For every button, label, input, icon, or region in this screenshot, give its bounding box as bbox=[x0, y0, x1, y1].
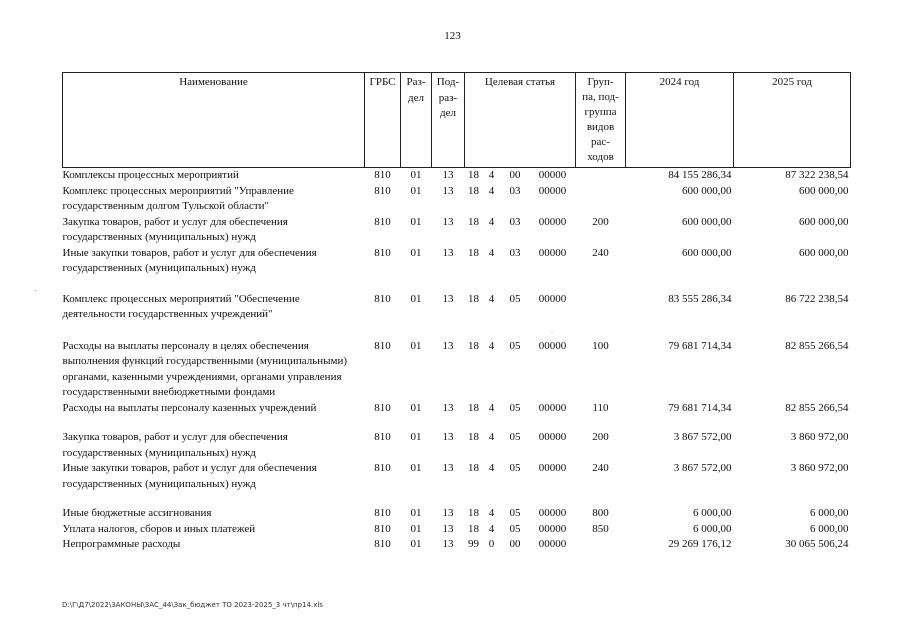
cell-rz: 01 bbox=[410, 507, 422, 519]
table-row bbox=[63, 506, 851, 522]
table-row bbox=[63, 292, 851, 339]
cell-cs2: 4 bbox=[488, 401, 495, 414]
cell-cs4: 00000 bbox=[538, 462, 567, 474]
cell-cs4: 00000 bbox=[538, 215, 567, 228]
cell-grbs: 810 bbox=[374, 401, 391, 414]
cell-cs3: 05 bbox=[509, 401, 521, 414]
cell-cs4: 00000 bbox=[538, 246, 567, 259]
cell-name: Закупка товаров, работ и услуг для обеспечения государственных (муниципальных) нужд bbox=[62, 215, 288, 243]
cell-grbs: 810 bbox=[374, 339, 391, 352]
header-2025: 2025 год bbox=[734, 73, 851, 168]
cell-cs3: 03 bbox=[509, 246, 521, 259]
cell-y2025: 30 065 506,24 bbox=[785, 538, 849, 550]
cell-pr: 13 bbox=[442, 538, 454, 550]
cell-cs1: 18 bbox=[468, 215, 479, 228]
cell-cs4: 00000 bbox=[538, 507, 567, 519]
cell-cs1: 18 bbox=[468, 431, 479, 443]
cell-vr: 200 bbox=[592, 215, 609, 228]
cell-grbs: 810 bbox=[374, 462, 391, 474]
cell-y2024: 79 681 714,34 bbox=[668, 339, 732, 352]
cell-cs2: 4 bbox=[488, 462, 495, 474]
cell-cs1: 18 bbox=[468, 339, 479, 352]
cell-cs1: 18 bbox=[468, 507, 479, 519]
cell-vr bbox=[576, 184, 626, 215]
cell-y2024: 3 867 572,00 bbox=[673, 462, 732, 474]
cell-cs4: 00000 bbox=[538, 538, 567, 550]
cell-name: Иные закупки товаров, работ и услуг для обеспечения государственных (муниципальных) нужд bbox=[62, 246, 317, 274]
cell-y2024: 84 155 286,34 bbox=[668, 169, 732, 181]
cell-y2025: 82 855 266,54 bbox=[785, 339, 849, 352]
cell-rz: 01 bbox=[410, 431, 422, 443]
cell-y2025: 87 322 238,54 bbox=[785, 169, 849, 181]
cell-cs1: 99 bbox=[468, 538, 479, 550]
cell-name: Закупка товаров, работ и услуг для обеспечения государственных (муниципальных) нужд bbox=[62, 431, 288, 459]
cell-y2024: 83 555 286,34 bbox=[668, 292, 732, 305]
cell-vr: 800 bbox=[592, 507, 609, 519]
cell-cs2: 0 bbox=[488, 538, 495, 550]
cell-y2024: 6 000,00 bbox=[693, 507, 732, 519]
cell-vr: 240 bbox=[592, 246, 609, 259]
cell-pr: 13 bbox=[442, 462, 454, 474]
cell-cs1: 18 bbox=[468, 184, 479, 197]
cell-grbs: 810 bbox=[374, 507, 391, 519]
cell-rz: 01 bbox=[410, 522, 422, 535]
cell-cs3: 05 bbox=[509, 507, 521, 519]
cell-vr: 850 bbox=[592, 522, 609, 535]
footer-file-path: D:\Г\Д7\2022\ЗАКОНЫ\ЗАС_44\Зак_бюджет ТО 2023-2025_3 чт\пр14.xls bbox=[62, 601, 323, 609]
cell-grbs: 810 bbox=[374, 431, 391, 443]
cell-pr: 13 bbox=[442, 339, 454, 352]
cell-cs4: 00000 bbox=[538, 339, 567, 352]
cell-cs2: 4 bbox=[488, 246, 495, 259]
cell-y2025: 600 000,00 bbox=[799, 246, 849, 259]
cell-name: Иные закупки товаров, работ и услуг для обеспечения государственных (муниципальных) нужд bbox=[62, 462, 317, 490]
cell-cs2: 4 bbox=[488, 215, 495, 228]
cell-y2025: 3 860 972,00 bbox=[790, 462, 849, 474]
cell-y2024: 600 000,00 bbox=[682, 215, 732, 228]
cell-y2025: 3 860 972,00 bbox=[790, 431, 849, 443]
table-row bbox=[63, 537, 851, 553]
cell-cs1: 18 bbox=[468, 292, 479, 305]
cell-y2024: 600 000,00 bbox=[682, 184, 732, 197]
cell-y2024: 29 269 176,12 bbox=[668, 538, 732, 550]
table-row bbox=[63, 168, 851, 184]
cell-vr: 100 bbox=[592, 339, 609, 352]
cell-y2025: 600 000,00 bbox=[799, 215, 849, 228]
cell-cs2: 4 bbox=[488, 292, 495, 305]
cell-cs3: 00 bbox=[509, 538, 521, 550]
cell-name: Расходы на выплаты персоналу казенных учреждений bbox=[62, 401, 317, 414]
cell-y2025: 600 000,00 bbox=[799, 184, 849, 197]
cell-cs1: 18 bbox=[468, 246, 479, 259]
cell-cs3: 03 bbox=[509, 184, 521, 197]
cell-cs3: 03 bbox=[509, 215, 521, 228]
cell-cs1: 18 bbox=[468, 462, 479, 474]
cell-grbs: 810 bbox=[374, 184, 391, 197]
cell-rz: 01 bbox=[410, 339, 422, 352]
scan-dash-mark: - bbox=[34, 286, 37, 295]
cell-name: Комплексы процессных мероприятий bbox=[62, 169, 239, 181]
cell-cs3: 05 bbox=[509, 339, 521, 352]
cell-cs2: 4 bbox=[488, 339, 495, 352]
cell-pr: 13 bbox=[442, 431, 454, 443]
header-podrazdel: Под- раз- дел bbox=[432, 73, 465, 168]
cell-cs4: 00000 bbox=[538, 292, 567, 305]
cell-y2024: 600 000,00 bbox=[682, 246, 732, 259]
cell-rz: 01 bbox=[410, 184, 422, 197]
cell-name: Комплекс процессных мероприятий "Обеспечение деятельности государственных учреждений" bbox=[62, 292, 300, 320]
table-header bbox=[63, 73, 851, 168]
cell-cs2: 4 bbox=[488, 522, 495, 535]
cell-cs4: 00000 bbox=[538, 401, 567, 414]
cell-vr bbox=[576, 168, 626, 184]
table-row bbox=[63, 215, 851, 246]
cell-y2025: 82 855 266,54 bbox=[785, 401, 849, 414]
cell-cs3: 05 bbox=[509, 431, 521, 443]
table-row bbox=[63, 401, 851, 431]
cell-cs4: 00000 bbox=[538, 522, 567, 535]
table-row bbox=[63, 522, 851, 538]
cell-name: Непрограммные расходы bbox=[62, 538, 181, 550]
cell-pr: 13 bbox=[442, 215, 454, 228]
cell-cs4: 00000 bbox=[538, 169, 567, 181]
cell-rz: 01 bbox=[410, 246, 422, 259]
scan-dot-mark: . bbox=[551, 326, 553, 335]
cell-rz: 01 bbox=[410, 401, 422, 414]
cell-rz: 01 bbox=[410, 538, 422, 550]
budget-table bbox=[62, 72, 851, 553]
cell-cs1: 18 bbox=[468, 522, 479, 535]
cell-grbs: 810 bbox=[374, 292, 391, 305]
cell-rz: 01 bbox=[410, 462, 422, 474]
cell-grbs: 810 bbox=[374, 522, 391, 535]
cell-pr: 13 bbox=[442, 169, 454, 181]
cell-grbs: 810 bbox=[374, 169, 391, 181]
table-body bbox=[63, 168, 851, 553]
cell-pr: 13 bbox=[442, 184, 454, 197]
table-row bbox=[63, 461, 851, 506]
cell-pr: 13 bbox=[442, 522, 454, 535]
cell-rz: 01 bbox=[410, 169, 422, 181]
cell-vr: 200 bbox=[592, 431, 609, 443]
cell-rz: 01 bbox=[410, 292, 422, 305]
cell-name: Уплата налогов, сборов и иных платежей bbox=[62, 522, 256, 535]
cell-rz: 01 bbox=[410, 215, 422, 228]
cell-cs2: 4 bbox=[488, 431, 495, 443]
cell-y2025: 6 000,00 bbox=[810, 522, 849, 535]
cell-cs2: 4 bbox=[488, 507, 495, 519]
cell-y2025: 86 722 238,54 bbox=[785, 292, 849, 305]
cell-cs2: 4 bbox=[488, 184, 495, 197]
cell-y2025: 6 000,00 bbox=[810, 507, 849, 519]
cell-pr: 13 bbox=[442, 246, 454, 259]
cell-cs4: 00000 bbox=[538, 431, 567, 443]
cell-vr bbox=[576, 292, 626, 339]
header-name: Наименование bbox=[63, 73, 365, 168]
cell-grbs: 810 bbox=[374, 215, 391, 228]
cell-pr: 13 bbox=[442, 401, 454, 414]
header-group: Груп- па, под- группа видов рас- ходов bbox=[576, 73, 626, 168]
cell-y2024: 3 867 572,00 bbox=[673, 431, 732, 443]
header-2024: 2024 год bbox=[626, 73, 734, 168]
cell-cs2: 4 bbox=[488, 169, 495, 181]
cell-vr: 240 bbox=[592, 462, 609, 474]
cell-name: Иные бюджетные ассигнования bbox=[62, 507, 212, 519]
header-target: Целевая статья bbox=[465, 73, 576, 168]
cell-grbs: 810 bbox=[374, 538, 391, 550]
cell-pr: 13 bbox=[442, 292, 454, 305]
cell-y2024: 6 000,00 bbox=[693, 522, 732, 535]
cell-cs3: 00 bbox=[509, 169, 521, 181]
cell-cs3: 05 bbox=[509, 462, 521, 474]
cell-cs3: 05 bbox=[509, 522, 521, 535]
cell-y2024: 79 681 714,34 bbox=[668, 401, 732, 414]
page-number: 123 bbox=[444, 30, 461, 42]
cell-cs1: 18 bbox=[468, 401, 479, 414]
cell-vr: 110 bbox=[592, 401, 609, 414]
table-row bbox=[63, 184, 851, 215]
cell-name: Комплекс процессных мероприятий "Управление государственным долгом Тульской области" bbox=[62, 184, 294, 212]
cell-vr bbox=[576, 537, 626, 553]
cell-cs4: 00000 bbox=[538, 184, 567, 197]
header-razdel: Раз- дел bbox=[401, 73, 432, 168]
table-row bbox=[63, 246, 851, 292]
cell-name: Расходы на выплаты персоналу в целях обеспечения выполнения функций государственными (муниципальными) органами, казенными учреждениями, органами управления государственными внебюджетными фондами bbox=[62, 339, 347, 398]
cell-cs3: 05 bbox=[509, 292, 521, 305]
header-grbs: ГРБС bbox=[365, 73, 401, 168]
cell-pr: 13 bbox=[442, 507, 454, 519]
cell-cs1: 18 bbox=[468, 169, 479, 181]
table-row bbox=[63, 339, 851, 401]
cell-grbs: 810 bbox=[374, 246, 391, 259]
table-row bbox=[63, 430, 851, 461]
